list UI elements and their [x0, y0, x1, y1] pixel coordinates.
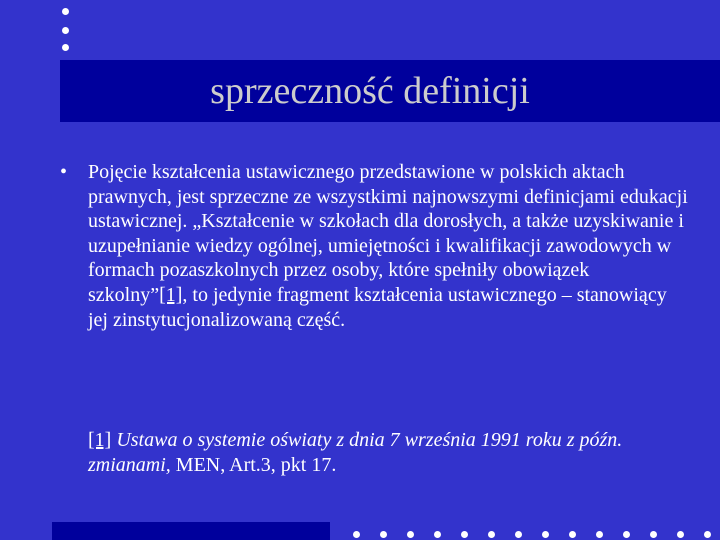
- decorative-dot: [704, 531, 711, 538]
- decorative-dot: [488, 531, 495, 538]
- footnote-anchor-link[interactable]: [1]: [88, 429, 112, 451]
- bottom-bar: [52, 522, 330, 540]
- decorative-dot: [380, 531, 387, 538]
- decorative-dot: [677, 531, 684, 538]
- decorative-dot: [650, 531, 657, 538]
- decorative-dot: [623, 531, 630, 538]
- decorative-dot: [62, 8, 69, 15]
- footnote-plain-text: MEN, Art.3, pkt 17.: [170, 453, 337, 476]
- decorative-dot: [353, 531, 360, 538]
- decorative-dot: [62, 27, 69, 34]
- decorative-dot: [407, 531, 414, 538]
- footnote: [88, 428, 708, 477]
- decorative-dot: [434, 531, 441, 538]
- bullet-icon: •: [60, 161, 68, 183]
- decorative-dot: [62, 44, 69, 51]
- body-text-end: , to jedynie fragment kształcenia ustawicznego – stanowiący jej zinstytucjonalizowaną część.: [88, 283, 667, 331]
- footnote-italic-text: Ustawa o systemie oświaty z dnia 7 września 1991 roku z późn. zmianami,: [88, 429, 623, 476]
- body-paragraph: [88, 160, 688, 332]
- title-bar: [60, 60, 720, 122]
- footnote-ref-link[interactable]: [1]: [159, 283, 183, 306]
- decorative-dot: [596, 531, 603, 538]
- decorative-dot: [542, 531, 549, 538]
- decorative-dot: [569, 531, 576, 538]
- slide-title: sprzeczność definicji: [210, 70, 530, 112]
- decorative-dot: [461, 531, 468, 538]
- body-text-start: Pojęcie kształcenia ustawicznego przedstawione w polskich aktach prawnych, jest sprzeczne ze wszystkimi najnowszymi definicjami edukacji ustawicznej. „Kształcenie w szkołach dla dorosłych, a także uzyskiwanie i uzupełnianie wiedzy ogólnej, umiejętności i kwalifikacji zawodowych w formach pozaszkolnych przez osoby, które spełniły obowiązek szkolny”: [88, 161, 688, 306]
- decorative-dot: [515, 531, 522, 538]
